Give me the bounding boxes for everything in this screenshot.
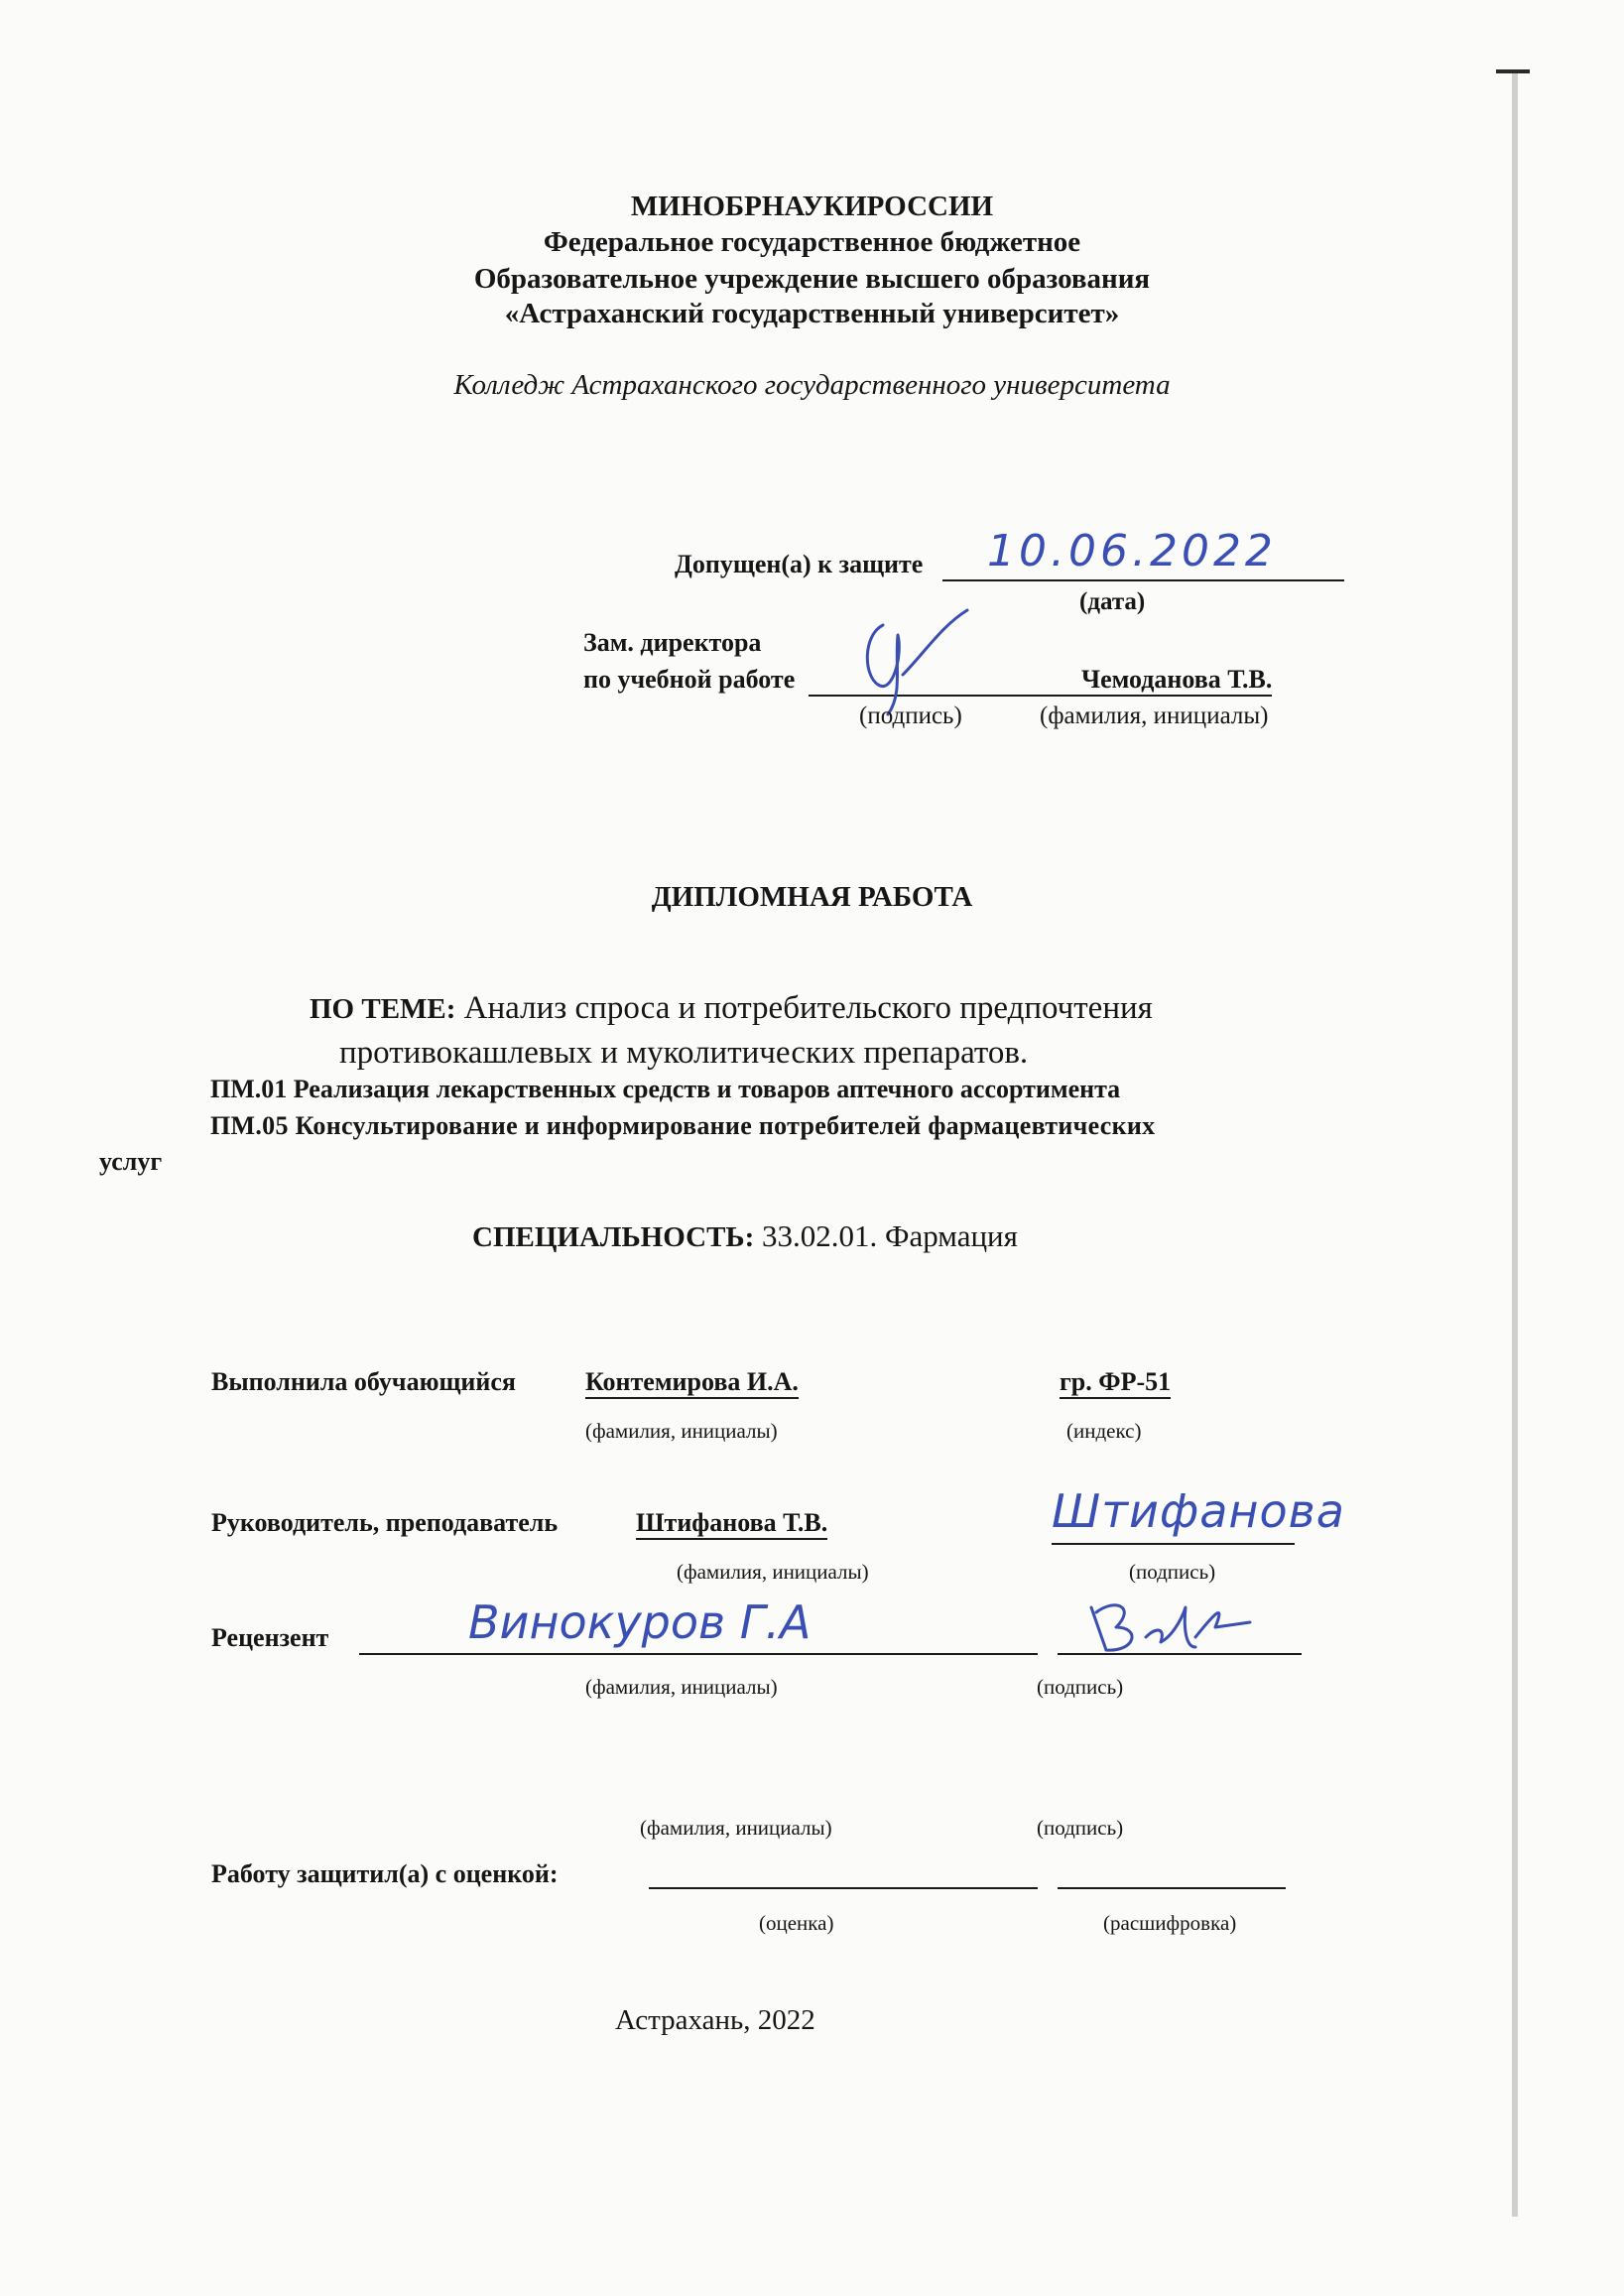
specialty-line [472, 1218, 1018, 1254]
module-2: ПМ.05 Консультирование и информирование потребителей фармацевтических [210, 1111, 1156, 1140]
supervisor-signature: Штифанова [1052, 1484, 1345, 1538]
admitted-date-handwritten: 10.06.2022 [987, 526, 1277, 576]
date-caption: (дата) [1079, 588, 1146, 615]
institution-line-2: Образовательное учреждение высшего образования [473, 263, 1151, 295]
extra-signature-caption: (подпись) [1037, 1816, 1124, 1840]
reviewer-name-line [359, 1653, 1038, 1655]
institution-line-3: «Астраханский государственный университет» [504, 298, 1120, 329]
student-label: Выполнила обучающийся [211, 1367, 516, 1396]
deputy-name: Чемоданова Т.В. [1081, 665, 1272, 697]
ministry-heading: МИНОБРНАУКИРОССИИ [630, 191, 994, 222]
student-group-caption: (индекс) [1066, 1419, 1142, 1443]
supervisor-label: Руководитель, преподаватель [211, 1508, 559, 1537]
topic-line-1 [310, 990, 1153, 1027]
admitted-label: Допущен(а) к защите [675, 550, 924, 578]
specialty-value: 33.02.01. Фармация [754, 1218, 1018, 1253]
deputy-signature-caption: (подпись) [859, 702, 962, 729]
college-name: Колледж Астраханского государственного университета [453, 369, 1171, 401]
defense-label: Работу защитил(а) с оценкой: [211, 1859, 559, 1888]
document-type: ДИПЛОМНАЯ РАБОТА [651, 881, 973, 913]
module-2-continuation: услуг [99, 1147, 163, 1176]
grade-caption: (оценка) [759, 1911, 834, 1935]
specialty-label: СПЕЦИАЛЬНОСТЬ: [472, 1221, 755, 1253]
institution-line-1: Федеральное государственное бюджетное [543, 226, 1081, 258]
decode-caption: (расшифровка) [1103, 1911, 1237, 1935]
student-name-caption: (фамилия, инициалы) [585, 1419, 778, 1443]
deputy-title-line-1: Зам. директора [583, 628, 762, 657]
grade-line [649, 1887, 1038, 1889]
student-group: гр. ФР-51 [1060, 1367, 1171, 1399]
reviewer-name-caption: (фамилия, инициалы) [585, 1675, 778, 1699]
deputy-title-line-2: по учебной работе [583, 665, 796, 694]
topic-line-2: противокашлевых и муколитических препаратов. [339, 1035, 1029, 1071]
student-name: Контемирова И.А. [585, 1367, 799, 1399]
supervisor-signature-caption: (подпись) [1129, 1560, 1216, 1584]
extra-name-caption: (фамилия, инициалы) [640, 1816, 832, 1840]
city-year: Астрахань, 2022 [615, 2004, 815, 2036]
supervisor-signature-line [1052, 1543, 1295, 1545]
deputy-name-caption: (фамилия, инициалы) [1040, 702, 1269, 729]
supervisor-name: Штифанова Т.В. [636, 1508, 827, 1540]
reviewer-signature-caption: (подпись) [1037, 1675, 1124, 1699]
decode-line [1058, 1887, 1286, 1889]
module-1: ПМ.01 Реализация лекарственных средств и товаров аптечного ассортимента [210, 1075, 1121, 1103]
reviewer-signature [1076, 1593, 1275, 1662]
reviewer-label: Рецензент [211, 1623, 329, 1652]
supervisor-name-caption: (фамилия, инициалы) [677, 1560, 869, 1584]
admitted-date-line [942, 579, 1344, 581]
topic-label: ПО ТЕМЕ: [310, 993, 456, 1025]
reviewer-name-handwritten: Винокуров Г.А [468, 1595, 812, 1649]
topic-text-1: Анализ спроса и потребительского предпочтения [455, 990, 1153, 1026]
